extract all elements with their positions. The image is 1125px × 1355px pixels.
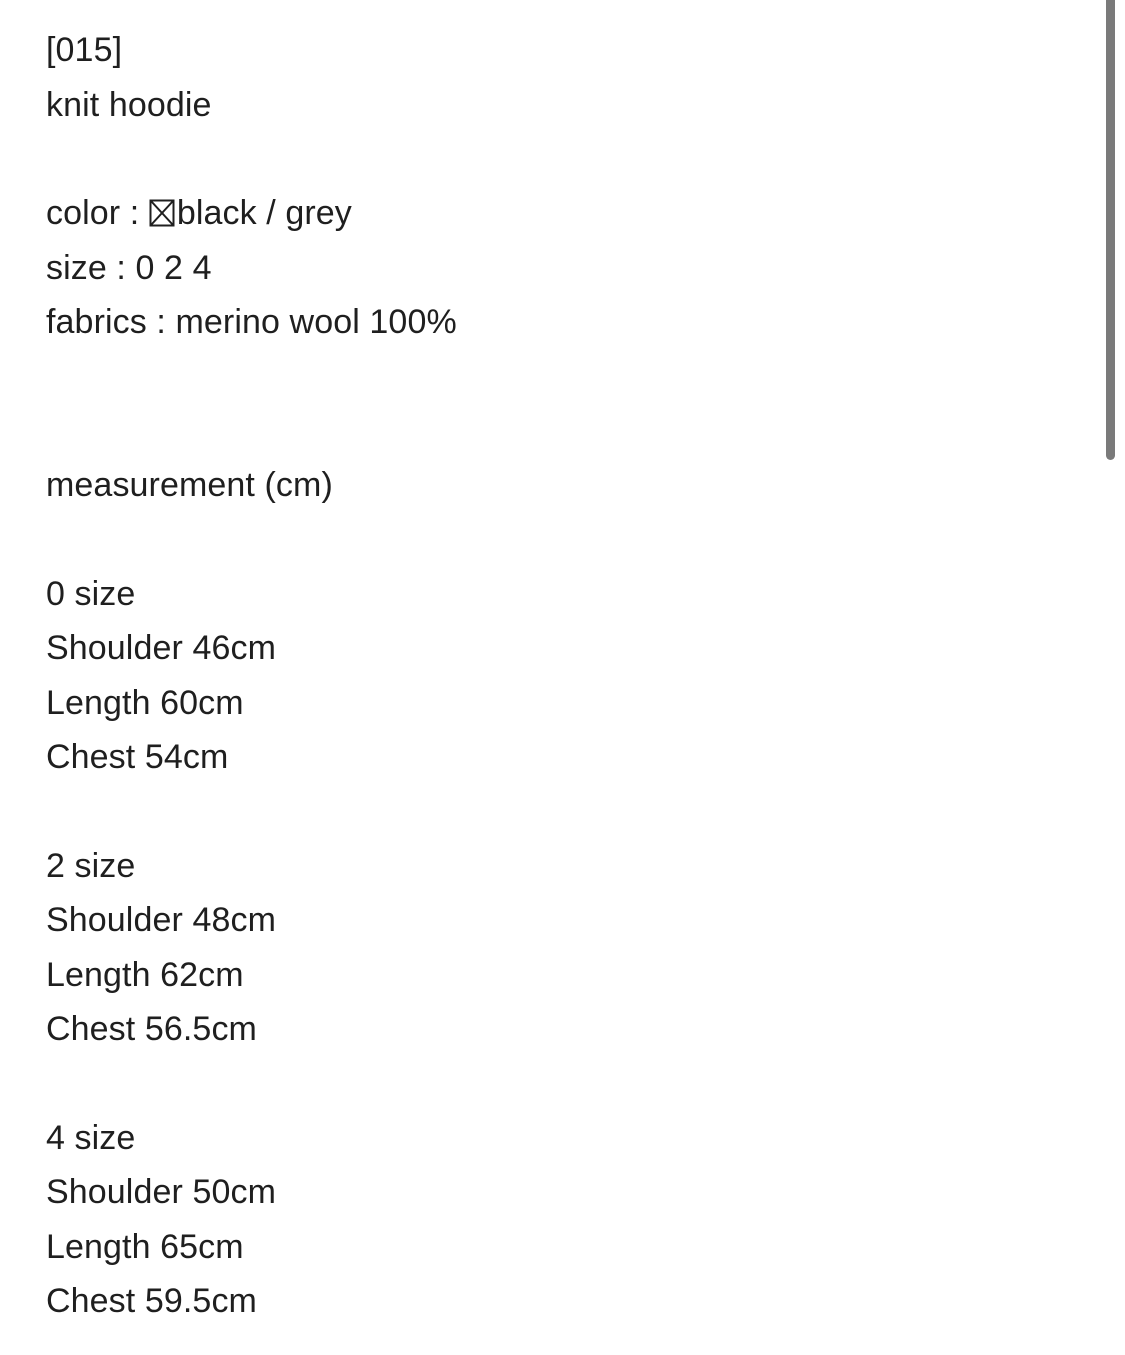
- product-name: knit hoodie: [46, 86, 212, 124]
- length-measure: Length 60cm: [46, 684, 244, 722]
- shoulder-measure: Shoulder 50cm: [46, 1173, 276, 1211]
- shoulder-measure: Shoulder 46cm: [46, 629, 276, 667]
- size-title: 0 size: [46, 575, 136, 613]
- boxed-x-icon: [149, 199, 175, 227]
- measurement-heading: measurement (cm): [46, 466, 333, 504]
- chest-measure: Chest 59.5cm: [46, 1282, 257, 1320]
- product-code: [015]: [46, 31, 123, 69]
- color-label: color :: [46, 194, 149, 232]
- length-measure: Length 62cm: [46, 956, 244, 994]
- size-title: 2 size: [46, 847, 136, 885]
- fabrics-line: fabrics : merino wool 100%: [46, 303, 457, 341]
- chest-measure: Chest 56.5cm: [46, 1010, 257, 1048]
- size-line: size : 0 2 4: [46, 249, 212, 287]
- color-value: black / grey: [176, 194, 352, 232]
- shoulder-measure: Shoulder 48cm: [46, 901, 276, 939]
- vertical-scrollbar[interactable]: [1106, 0, 1115, 460]
- chest-measure: Chest 54cm: [46, 738, 229, 776]
- color-line: [46, 193, 352, 233]
- length-measure: Length 65cm: [46, 1228, 244, 1266]
- size-title: 4 size: [46, 1119, 136, 1157]
